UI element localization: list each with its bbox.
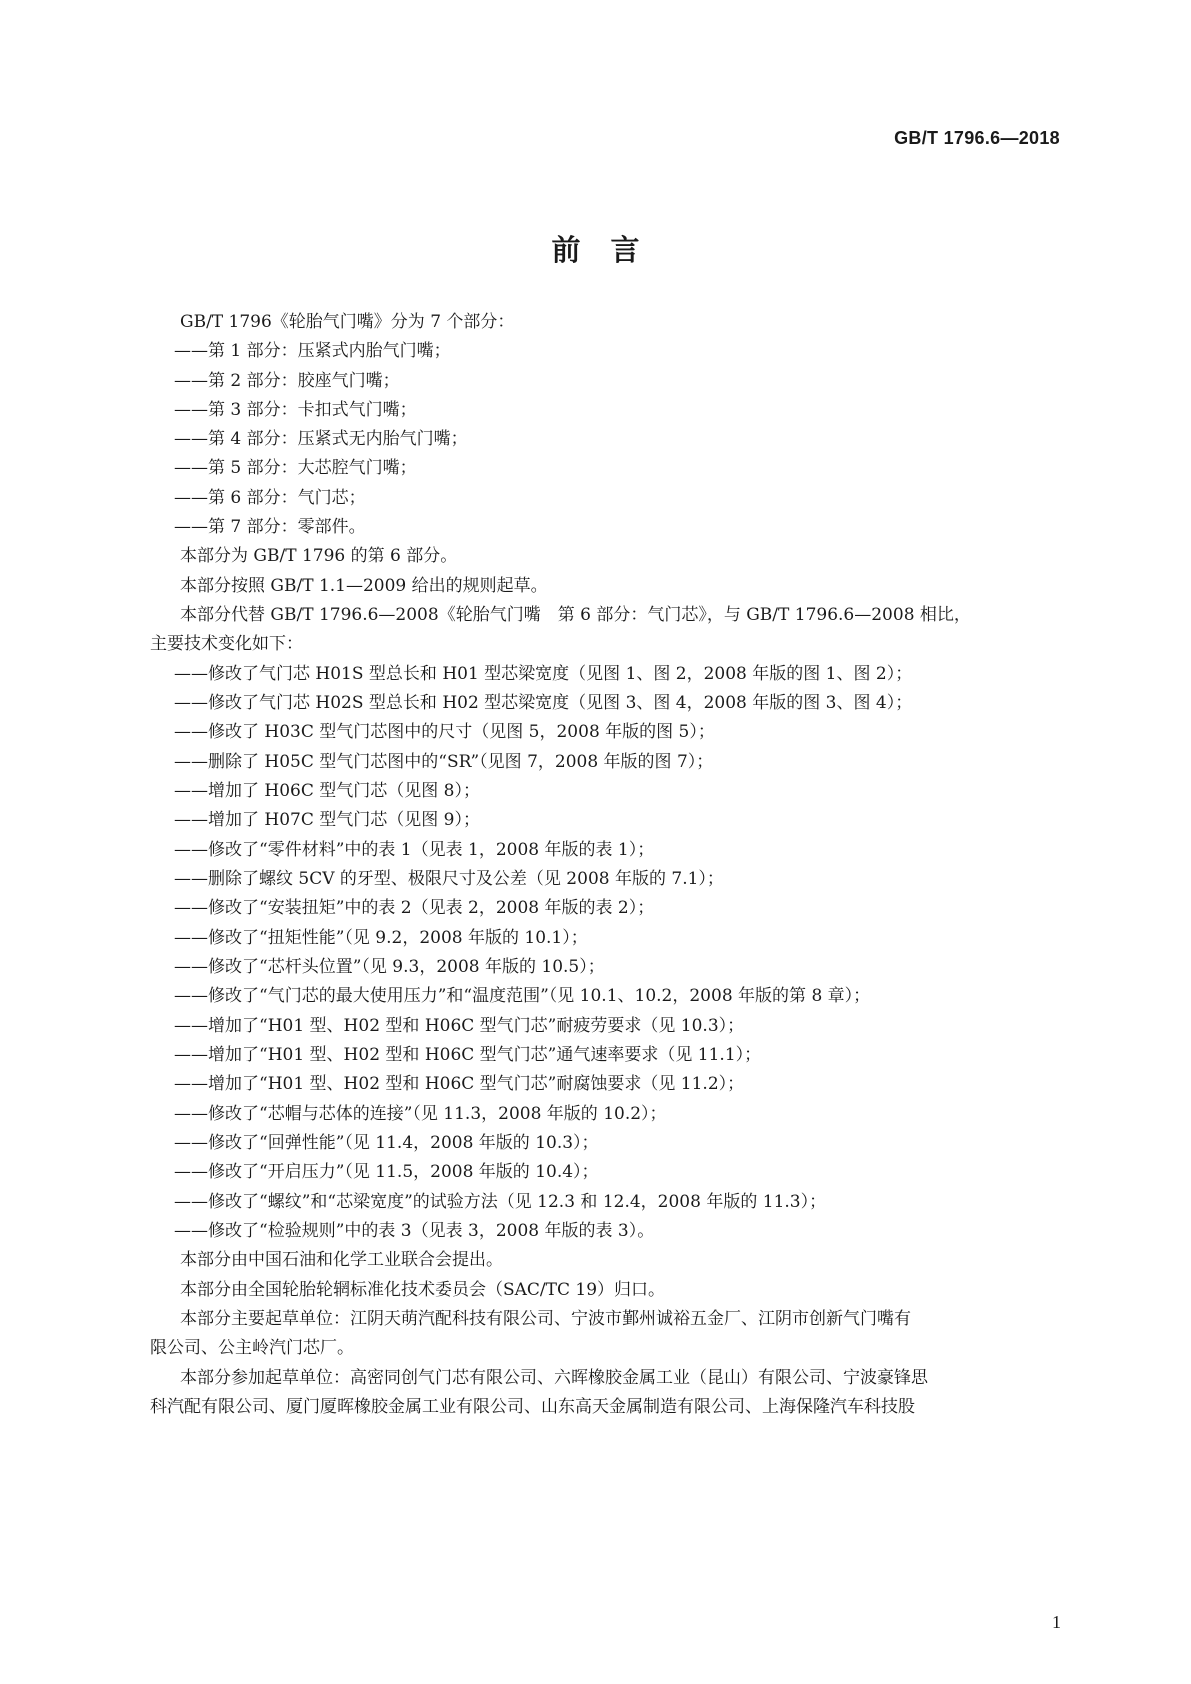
part-list-item: ——第 2 部分：胶座气门嘴； xyxy=(174,371,400,391)
change-list-item: ——删除了螺纹 5CV 的牙型、极限尺寸及公差（见 2008 年版的 7.1）； xyxy=(174,869,724,889)
change-list-item: ——增加了 H06C 型气门芯（见图 8）； xyxy=(174,781,480,801)
paragraph-participants: 本部分参加起草单位：高密同创气门芯有限公司、六晖橡胶金属工业（昆山）有限公司、宁波豪锋思 xyxy=(180,1368,928,1388)
change-list-item: ——修改了“气门芯的最大使用压力”和“温度范围”（见 10.1、10.2，2008 年版的第 8 章）； xyxy=(174,986,871,1006)
section-title: 前言 xyxy=(551,233,670,267)
change-list-item: ——修改了气门芯 H01S 型总长和 H01 型芯梁宽度（见图 1、图 2，2008 年版的图 1、图 2）； xyxy=(174,664,913,684)
change-list-item: ——修改了“芯帽与芯体的连接”（见 11.3，2008 年版的 10.2）； xyxy=(174,1104,667,1124)
paragraph-drafted: 本部分按照 GB/T 1.1—2009 给出的规则起草。 xyxy=(180,576,548,596)
paragraph-centralized: 本部分由全国轮胎轮辋标准化技术委员会（SAC/TC 19）归口。 xyxy=(180,1280,666,1300)
standard-code: GB/T 1796.6—2018 xyxy=(894,128,1060,148)
change-list-item: ——修改了“回弹性能”（见 11.4，2008 年版的 10.3）； xyxy=(174,1133,599,1153)
part-list-item: ——第 6 部分：气门芯； xyxy=(174,488,366,508)
change-list-item: ——修改了“扭矩性能”（见 9.2，2008 年版的 10.1）； xyxy=(174,928,588,948)
paragraph-main-drafters-cont: 限公司、公主岭汽门芯厂。 xyxy=(150,1338,354,1358)
change-list-item: ——修改了“开启压力”（见 11.5，2008 年版的 10.4）； xyxy=(174,1162,599,1182)
change-list-item: ——增加了“H01 型、H02 型和 H06C 型气门芯”耐腐蚀要求（见 11.2）； xyxy=(174,1074,745,1094)
paragraph-main-drafters: 本部分主要起草单位：江阴天萌汽配科技有限公司、宁波市鄞州诚裕五金厂、江阴市创新气门嘴有 xyxy=(180,1309,911,1329)
part-list-item: ——第 4 部分：压紧式无内胎气门嘴； xyxy=(174,429,468,449)
part-list-item: ——第 5 部分：大芯腔气门嘴； xyxy=(174,458,417,478)
page-number: 1 xyxy=(1052,1612,1061,1632)
change-list-item: ——增加了“H01 型、H02 型和 H06C 型气门芯”耐疲劳要求（见 10.3）； xyxy=(174,1016,745,1036)
part-list-item: ——第 3 部分：卡扣式气门嘴； xyxy=(174,400,417,420)
paragraph-replaces-cont: 主要技术变化如下： xyxy=(150,634,303,654)
paragraph-replaces: 本部分代替 GB/T 1796.6—2008《轮胎气门嘴 第 6 部分：气门芯》，与 GB/T 1796.6—2008 相比， xyxy=(180,605,971,625)
change-list-item: ——修改了“螺纹”和“芯梁宽度”的试验方法（见 12.3 和 12.4，2008 年版的 11.3）； xyxy=(174,1192,827,1212)
paragraph-participants-cont: 科汽配有限公司、厦门厦晖橡胶金属工业有限公司、山东高天金属制造有限公司、上海保隆汽车科技股 xyxy=(150,1397,915,1417)
change-list-item: ——修改了气门芯 H02S 型总长和 H02 型芯梁宽度（见图 3、图 4，2008 年版的图 3、图 4）； xyxy=(174,693,913,713)
intro-paragraph: GB/T 1796《轮胎气门嘴》分为 7 个部分： xyxy=(180,312,515,332)
paragraph-proposed: 本部分由中国石油和化学工业联合会提出。 xyxy=(180,1250,503,1270)
change-list-item: ——删除了 H05C 型气门芯图中的“SR”（见图 7，2008 年版的图 7）； xyxy=(174,752,714,772)
change-list-item: ——修改了“零件材料”中的表 1（见表 1，2008 年版的表 1）； xyxy=(174,840,655,860)
change-list-item: ——修改了“芯杆头位置”（见 9.3，2008 年版的 10.5）； xyxy=(174,957,605,977)
change-list-item: ——增加了 H07C 型气门芯（见图 9）； xyxy=(174,810,480,830)
change-list-item: ——增加了“H01 型、H02 型和 H06C 型气门芯”通气速率要求（见 11.1）； xyxy=(174,1045,762,1065)
change-list-item: ——修改了“检验规则”中的表 3（见表 3，2008 年版的表 3）。 xyxy=(174,1221,655,1241)
paragraph-part-of: 本部分为 GB/T 1796 的第 6 部分。 xyxy=(180,546,458,566)
change-list-item: ——修改了 H03C 型气门芯图中的尺寸（见图 5，2008 年版的图 5）； xyxy=(174,722,715,742)
part-list-item: ——第 1 部分：压紧式内胎气门嘴； xyxy=(174,341,451,361)
part-list-item: ——第 7 部分：零部件。 xyxy=(174,517,366,537)
change-list-item: ——修改了“安装扭矩”中的表 2（见表 2，2008 年版的表 2）； xyxy=(174,898,655,918)
